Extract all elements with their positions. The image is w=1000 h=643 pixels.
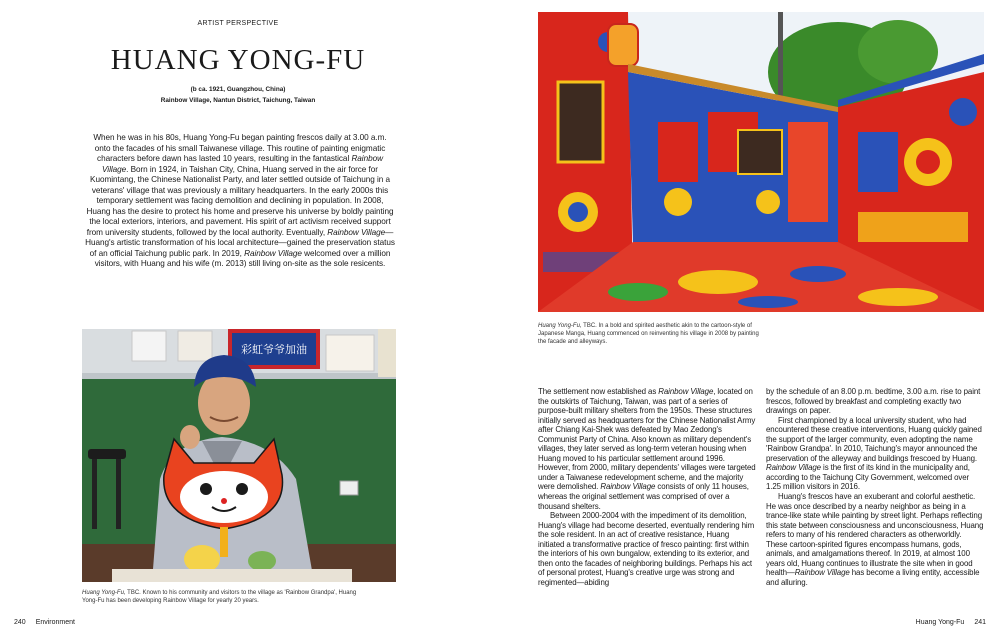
page-title: HUANG YONG-FU xyxy=(110,44,366,76)
page-footer-right xyxy=(916,619,986,626)
artist-birth: (b ca. 1921, Guangzhou, China) xyxy=(190,86,286,93)
italic-run: Rainbow Village xyxy=(794,568,850,578)
italic-run: Huang Yong-Fu xyxy=(538,323,580,329)
italic-run: Rainbow Village xyxy=(327,227,386,237)
italic-run: Rainbow Village xyxy=(658,387,714,396)
page-number-left: 240 xyxy=(14,619,26,626)
text-run: , TBC. Known to his community and visitors to the village as 'Rainbow Grandpa', Huang Yong-Fu has been developing Rainbow Village for yearly 20 years. xyxy=(82,590,357,604)
italic-run: Rainbow Village xyxy=(244,248,302,258)
page-number-right: 241 xyxy=(974,619,986,626)
italic-run: Rainbow Village xyxy=(766,463,821,473)
body-paragraph xyxy=(766,387,984,416)
right-page xyxy=(500,0,1000,643)
photo-rainbow-village xyxy=(538,12,984,312)
text-run: has become a living entity, accessible and alluring. xyxy=(766,568,980,587)
text-run: by the schedule of an 8.00 p.m. bedtime, 3.00 a.m. rise to paint frescos, followed by breakfast and completing exactly two drawings on paper. xyxy=(766,387,981,416)
text-run: First championed by a local university student, who had encountered these creative interventions, Huang quickly gained the support of the larger community, even adopting the name 'Rainbow Grandpa'. In 2010, Taichung's mayor announced the preservation of the alleyway and buildings frescoed by Huang. xyxy=(766,415,982,463)
text-run: , TBC. In a bold and spirited aesthetic akin to the cartoon-style of Japanese Manga, Huang commenced on reinventing his village in 2008 by painting the facade and alleyways. xyxy=(538,323,759,345)
photo-sign-text: 彩虹爷爷加油 xyxy=(241,343,307,356)
text-run: The settlement now established as xyxy=(538,387,659,396)
text-run: . Born in 1924, in Taishan City, China, Huang served in the air force for Kuomintang, the Chinese Nationalist Party, and later settled outside of Taichung in a veterans' village that was previously a military headquarters. In the early 2000s this temporary settlement was facing demolition and declining in population. In 2008, Huang has the desire to protect his home and preserve his universe by boldly painting the local exteriors, interiors, and pavement. His spirit of art activism received support from university students, followed by the local authority. Eventually, xyxy=(86,164,394,237)
text-run: Huang's frescos have an exuberant and colorful aesthetic. He was once described by a nearby neighbor as being in a trance-like state while painting by street light. Perhaps reflecting this state between consciousness and unconsciousness, Huang refers to many of his rendered characters as otherworldly. These cartoon-spirited figures encompass humans, gods, animals, and amalgamations thereof. In 2019, at almost 100 years old, Huang continues to illustrate the site when in good health— xyxy=(766,492,984,578)
italic-run: Rainbow Village xyxy=(600,482,656,492)
italic-run: Rainbow Village xyxy=(102,154,383,174)
section-name-left: Environment xyxy=(35,619,75,626)
body-paragraph xyxy=(538,387,756,511)
text-run: welcomed over a million visitors, with Huang and his wife (m. 2013) still living on-site as the sole resicents. xyxy=(94,248,391,268)
village-illustration xyxy=(538,12,984,312)
intro-paragraph xyxy=(85,133,395,270)
artist-meta xyxy=(0,84,476,106)
page-footer-left xyxy=(14,619,75,626)
photo-caption-left xyxy=(82,589,372,605)
body-column-2 xyxy=(766,387,984,587)
body-paragraph xyxy=(766,492,984,587)
artist-location: Rainbow Village, Nantun District, Taichung, Taiwan xyxy=(160,97,316,104)
body-column-1 xyxy=(538,387,756,587)
photo-caption-right xyxy=(538,322,764,346)
section-kicker: ARTIST PERSPECTIVE xyxy=(197,20,279,27)
portrait-illustration xyxy=(82,329,396,582)
text-run: When he was in his 80s, Huang Yong-Fu began painting frescos daily at 3.00 a.m. onto the facades of his small Taiwanese village. This routine of painting enigmatic characters before dawn has lasted 10 years, resulting in the fantastical xyxy=(93,133,387,163)
italic-run: Huang Yong-Fu xyxy=(82,590,124,596)
text-run: is the first of its kind in the municipality and, according to the Taichung City Government, welcomed over 1.25 million visitors in 2016. xyxy=(766,463,970,492)
text-run: , located on the outskirts of Taichung, Taiwan, was part of a series of purpose-built military shelters from the 1950s. These structures initially served as headquarters for the Chinese Nationalist Army after Chiang Kai-Shek was defeated by Mao Zedong's Communist Party of China. Also known as military dependent's villages, they later served as long-term veteran housing when Huang moved to his particular settlement around 1996. However, from 2000, military dependents' villages were targeted under a Taiwanese redevelopment scheme, and the majority were demolished. xyxy=(538,387,756,492)
text-run: Between 2000-2004 with the impediment of its demolition, Huang's village had become deserted, eventually rendering him the sole resident. In an act of creative resistance, Huang initiated a transformative practice of fresco painting: first within the interiors of his own bungalow, extending to its exterior, and then onto the facades of neighboring buildings. Perhaps his act of personal protest, Huang's creative urge was strong and regimented—abiding xyxy=(538,511,755,587)
body-paragraph xyxy=(766,416,984,492)
text-run: —Huang's artistic transformation of his local architecture—gained the preservation status of an official Taichung public park. In 2019, xyxy=(85,227,395,258)
body-paragraph xyxy=(538,511,756,587)
text-run: consists of only 11 houses, whereas the original settlement was comprised of over a thousand shelters. xyxy=(538,482,749,511)
section-name-right: Huang Yong-Fu xyxy=(915,619,965,626)
photo-rainbow-grandpa xyxy=(82,329,396,582)
